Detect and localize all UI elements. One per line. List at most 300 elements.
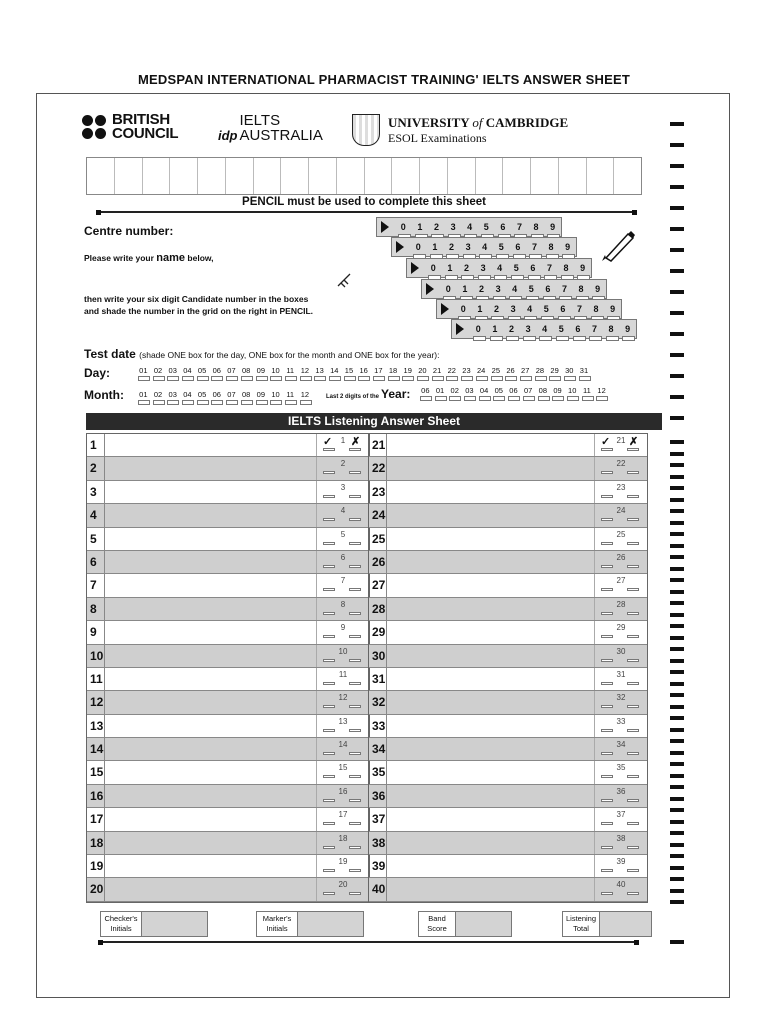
day-option[interactable]: 24 xyxy=(474,366,489,375)
year-option[interactable]: 09 xyxy=(550,386,565,395)
month-option[interactable]: 11 xyxy=(283,390,298,399)
incorrect-box[interactable] xyxy=(349,846,361,849)
digit-option[interactable]: 9 xyxy=(589,284,606,294)
band-score-box[interactable] xyxy=(418,911,512,937)
year-option[interactable]: 03 xyxy=(462,386,477,395)
day-option[interactable]: 08 xyxy=(239,366,254,375)
candidate-instruction: then write your six digit Candidate number in the boxes and shade the number in the grid on the right in PENCIL. xyxy=(84,294,314,316)
year-option[interactable]: 07 xyxy=(521,386,536,395)
digit-option[interactable]: 7 xyxy=(526,242,543,252)
digit-option[interactable]: 8 xyxy=(528,222,545,232)
answer-row xyxy=(87,668,369,691)
correct-box[interactable] xyxy=(323,869,335,872)
month-option[interactable]: 01 xyxy=(136,390,151,399)
correct-box[interactable] xyxy=(323,635,335,638)
year-option[interactable]: 12 xyxy=(594,386,609,395)
name-letter-box[interactable] xyxy=(587,158,615,194)
incorrect-box[interactable] xyxy=(627,448,639,451)
incorrect-box[interactable] xyxy=(627,705,639,708)
year-option[interactable]: 06 xyxy=(506,386,521,395)
month-option[interactable]: 07 xyxy=(224,390,239,399)
digit-option[interactable]: 4 xyxy=(476,242,493,252)
digit-option[interactable]: 0 xyxy=(470,324,487,334)
digit-option[interactable]: 3 xyxy=(445,222,462,232)
answer-field[interactable] xyxy=(105,504,317,526)
day-option[interactable]: 16 xyxy=(356,366,371,375)
year-option[interactable]: 08 xyxy=(536,386,551,395)
digit-option[interactable]: 0 xyxy=(410,242,427,252)
timing-mark xyxy=(670,774,684,778)
digit-option[interactable]: 2 xyxy=(473,284,490,294)
year-option[interactable]: 01 xyxy=(433,386,448,395)
marker-boxes xyxy=(595,621,647,643)
digit-option[interactable]: 8 xyxy=(558,263,575,273)
incorrect-box[interactable] xyxy=(627,846,639,849)
digit-option[interactable]: 7 xyxy=(571,304,588,314)
answer-field[interactable] xyxy=(387,761,595,783)
correct-box[interactable] xyxy=(601,448,613,451)
listening-total-box[interactable] xyxy=(562,911,652,937)
incorrect-box[interactable] xyxy=(349,682,361,685)
incorrect-box[interactable] xyxy=(349,752,361,755)
correct-box[interactable] xyxy=(601,892,613,895)
answer-field[interactable] xyxy=(105,761,317,783)
digit-option[interactable]: 0 xyxy=(455,304,472,314)
answer-field[interactable] xyxy=(387,574,595,596)
year-options[interactable] xyxy=(418,386,609,395)
correct-box[interactable] xyxy=(601,588,613,591)
month-option[interactable]: 04 xyxy=(180,390,195,399)
checkers-initials-field[interactable] xyxy=(142,911,208,937)
incorrect-box[interactable] xyxy=(627,659,639,662)
incorrect-box[interactable] xyxy=(627,892,639,895)
digit-option[interactable]: 1 xyxy=(472,304,489,314)
timing-mark xyxy=(670,728,684,732)
answer-field[interactable] xyxy=(105,808,317,830)
correct-box[interactable] xyxy=(601,659,613,662)
incorrect-box[interactable] xyxy=(349,729,361,732)
name-letter-box[interactable] xyxy=(309,158,337,194)
day-option[interactable]: 04 xyxy=(180,366,195,375)
day-option[interactable]: 02 xyxy=(151,366,166,375)
digit-option[interactable]: 8 xyxy=(603,324,620,334)
answer-field[interactable] xyxy=(105,551,317,573)
answer-field[interactable] xyxy=(105,434,317,456)
correct-box[interactable] xyxy=(323,495,335,498)
answer-field[interactable] xyxy=(387,598,595,620)
answer-field[interactable] xyxy=(387,528,595,550)
incorrect-box[interactable] xyxy=(627,495,639,498)
name-letter-box[interactable] xyxy=(337,158,365,194)
answer-field[interactable] xyxy=(105,785,317,807)
month-option[interactable]: 08 xyxy=(239,390,254,399)
timing-mark xyxy=(670,206,684,210)
answer-field[interactable] xyxy=(105,645,317,667)
day-option[interactable]: 20 xyxy=(415,366,430,375)
day-options[interactable] xyxy=(136,366,591,375)
correct-box[interactable] xyxy=(601,846,613,849)
answer-field[interactable] xyxy=(387,621,595,643)
answer-field[interactable] xyxy=(387,645,595,667)
incorrect-box[interactable] xyxy=(627,682,639,685)
incorrect-box[interactable] xyxy=(627,518,639,521)
name-letter-box[interactable] xyxy=(503,158,531,194)
correct-box[interactable] xyxy=(323,542,335,545)
answer-field[interactable] xyxy=(105,574,317,596)
correct-box[interactable] xyxy=(601,471,613,474)
checkers-initials-box[interactable] xyxy=(100,911,208,937)
answer-field[interactable] xyxy=(105,621,317,643)
answer-number: 33 xyxy=(369,715,387,737)
answer-row xyxy=(369,504,647,527)
answer-field[interactable] xyxy=(105,832,317,854)
month-option[interactable]: 06 xyxy=(209,390,224,399)
day-option[interactable]: 12 xyxy=(298,366,313,375)
digit-option[interactable]: 5 xyxy=(553,324,570,334)
day-option[interactable]: 15 xyxy=(342,366,357,375)
day-option[interactable]: 09 xyxy=(254,366,269,375)
digit-option[interactable]: 8 xyxy=(573,284,590,294)
digit-option[interactable]: 1 xyxy=(412,222,429,232)
correct-box[interactable] xyxy=(323,799,335,802)
digit-option[interactable]: 4 xyxy=(461,222,478,232)
name-letter-box[interactable] xyxy=(420,158,448,194)
digit-option[interactable]: 2 xyxy=(503,324,520,334)
correct-box[interactable] xyxy=(601,542,613,545)
month-option[interactable]: 09 xyxy=(254,390,269,399)
answer-field[interactable] xyxy=(105,855,317,877)
incorrect-box[interactable] xyxy=(349,588,361,591)
marker-number: 37 xyxy=(616,810,626,820)
correct-box[interactable] xyxy=(323,729,335,732)
month-option[interactable]: 12 xyxy=(298,390,313,399)
correct-box[interactable] xyxy=(323,565,335,568)
incorrect-box[interactable] xyxy=(627,565,639,568)
name-letter-box[interactable] xyxy=(254,158,282,194)
incorrect-box[interactable] xyxy=(627,612,639,615)
year-option[interactable]: 05 xyxy=(491,386,506,395)
answer-field[interactable] xyxy=(105,738,317,760)
incorrect-box[interactable] xyxy=(627,799,639,802)
correct-box[interactable] xyxy=(601,729,613,732)
day-option[interactable]: 07 xyxy=(224,366,239,375)
marker-number: 20 xyxy=(338,880,348,890)
correct-box[interactable] xyxy=(323,822,335,825)
correct-box[interactable] xyxy=(601,682,613,685)
digit-option[interactable]: 2 xyxy=(443,242,460,252)
day-option[interactable]: 14 xyxy=(327,366,342,375)
answer-field[interactable] xyxy=(387,855,595,877)
digit-option[interactable]: 5 xyxy=(538,304,555,314)
month-option[interactable]: 10 xyxy=(268,390,283,399)
markers-initials-field[interactable] xyxy=(298,911,364,937)
day-option[interactable]: 27 xyxy=(518,366,533,375)
name-letter-box[interactable] xyxy=(281,158,309,194)
incorrect-box[interactable] xyxy=(627,869,639,872)
month-options[interactable] xyxy=(136,390,312,399)
correct-box[interactable] xyxy=(601,518,613,521)
timing-mark xyxy=(670,739,684,743)
incorrect-box[interactable] xyxy=(627,471,639,474)
answer-field[interactable] xyxy=(105,481,317,503)
incorrect-box[interactable] xyxy=(349,635,361,638)
answer-row xyxy=(87,598,369,621)
timing-mark xyxy=(670,578,684,582)
digit-option[interactable]: 0 xyxy=(440,284,457,294)
correct-box[interactable] xyxy=(323,775,335,778)
digit-option[interactable]: 6 xyxy=(570,324,587,334)
incorrect-box[interactable] xyxy=(349,869,361,872)
name-letter-box[interactable] xyxy=(365,158,393,194)
day-option[interactable]: 23 xyxy=(459,366,474,375)
name-letter-box[interactable] xyxy=(448,158,476,194)
answer-column-left xyxy=(86,433,370,903)
digit-option[interactable]: 0 xyxy=(425,263,442,273)
incorrect-box[interactable] xyxy=(349,448,361,451)
incorrect-box[interactable] xyxy=(349,659,361,662)
correct-box[interactable] xyxy=(601,495,613,498)
digit-option[interactable]: 9 xyxy=(559,242,576,252)
timing-mark xyxy=(670,601,684,605)
digit-option[interactable]: 6 xyxy=(525,263,542,273)
day-option[interactable]: 28 xyxy=(533,366,548,375)
day-option[interactable]: 25 xyxy=(489,366,504,375)
day-option[interactable]: 18 xyxy=(386,366,401,375)
answer-field[interactable] xyxy=(387,457,595,479)
name-letter-box[interactable] xyxy=(87,158,115,194)
answer-row xyxy=(369,785,647,808)
incorrect-box[interactable] xyxy=(349,518,361,521)
day-option[interactable]: 22 xyxy=(444,366,459,375)
day-option[interactable]: 03 xyxy=(165,366,180,375)
answer-number: 37 xyxy=(369,808,387,830)
digit-option[interactable]: 3 xyxy=(520,324,537,334)
digit-option[interactable]: 2 xyxy=(458,263,475,273)
digit-option[interactable]: 5 xyxy=(523,284,540,294)
correct-box[interactable] xyxy=(323,752,335,755)
answer-field[interactable] xyxy=(387,668,595,690)
answer-field[interactable] xyxy=(105,598,317,620)
digit-option[interactable]: 5 xyxy=(508,263,525,273)
year-option[interactable]: 10 xyxy=(565,386,580,395)
markers-initials-box[interactable] xyxy=(256,911,364,937)
correct-box[interactable] xyxy=(323,682,335,685)
digit-option[interactable]: 7 xyxy=(511,222,528,232)
incorrect-box[interactable] xyxy=(349,471,361,474)
timing-mark xyxy=(670,475,684,479)
year-option[interactable]: 04 xyxy=(477,386,492,395)
name-letter-box[interactable] xyxy=(115,158,143,194)
timing-mark xyxy=(670,452,684,456)
incorrect-box[interactable] xyxy=(349,542,361,545)
day-option[interactable]: 21 xyxy=(430,366,445,375)
day-option[interactable]: 13 xyxy=(312,366,327,375)
cambridge-shield-icon xyxy=(352,114,380,146)
day-option[interactable]: 26 xyxy=(503,366,518,375)
digit-option[interactable]: 2 xyxy=(428,222,445,232)
marker-boxes xyxy=(595,832,647,854)
correct-box[interactable] xyxy=(601,565,613,568)
name-letter-box[interactable] xyxy=(559,158,587,194)
digit-option[interactable]: 9 xyxy=(604,304,621,314)
name-letter-box[interactable] xyxy=(198,158,226,194)
answer-row xyxy=(87,785,369,808)
correct-box[interactable] xyxy=(601,799,613,802)
correct-box[interactable] xyxy=(323,846,335,849)
digit-option[interactable]: 9 xyxy=(574,263,591,273)
candidate-name-boxes[interactable] xyxy=(86,157,642,195)
digit-option[interactable]: 7 xyxy=(556,284,573,294)
name-letter-box[interactable] xyxy=(531,158,559,194)
answer-field[interactable] xyxy=(387,691,595,713)
name-letter-box[interactable] xyxy=(614,158,641,194)
digit-option[interactable]: 4 xyxy=(521,304,538,314)
day-option[interactable]: 11 xyxy=(283,366,298,375)
month-option[interactable]: 03 xyxy=(165,390,180,399)
name-letter-box[interactable] xyxy=(476,158,504,194)
correct-box[interactable] xyxy=(323,705,335,708)
correct-box[interactable] xyxy=(601,822,613,825)
digit-option[interactable]: 3 xyxy=(505,304,522,314)
incorrect-box[interactable] xyxy=(627,752,639,755)
answer-field[interactable] xyxy=(105,668,317,690)
name-letter-box[interactable] xyxy=(170,158,198,194)
digit-option[interactable]: 4 xyxy=(536,324,553,334)
answer-field[interactable] xyxy=(387,481,595,503)
correct-box[interactable] xyxy=(601,775,613,778)
digit-option[interactable]: 6 xyxy=(510,242,527,252)
incorrect-box[interactable] xyxy=(349,775,361,778)
answer-row xyxy=(369,434,647,457)
marker-number: 11 xyxy=(338,669,348,679)
incorrect-box[interactable] xyxy=(349,495,361,498)
name-letter-box[interactable] xyxy=(143,158,171,194)
day-option[interactable]: 19 xyxy=(400,366,415,375)
digit-option[interactable]: 1 xyxy=(442,263,459,273)
answer-field[interactable] xyxy=(387,715,595,737)
answer-field[interactable] xyxy=(105,691,317,713)
answer-number: 5 xyxy=(87,528,105,550)
day-option[interactable]: 05 xyxy=(195,366,210,375)
day-option[interactable]: 06 xyxy=(209,366,224,375)
digit-option[interactable]: 8 xyxy=(543,242,560,252)
day-option[interactable]: 30 xyxy=(562,366,577,375)
year-option[interactable]: 06 xyxy=(418,386,433,395)
correct-box[interactable] xyxy=(601,635,613,638)
correct-box[interactable] xyxy=(323,612,335,615)
answer-field[interactable] xyxy=(387,878,595,900)
incorrect-box[interactable] xyxy=(627,635,639,638)
digit-option[interactable]: 1 xyxy=(427,242,444,252)
name-letter-box[interactable] xyxy=(392,158,420,194)
day-option[interactable]: 10 xyxy=(268,366,283,375)
correct-box[interactable] xyxy=(601,869,613,872)
marker-number: 1 xyxy=(340,436,346,445)
band-score-field[interactable] xyxy=(456,911,512,937)
digit-option[interactable]: 3 xyxy=(475,263,492,273)
digit-option[interactable]: 9 xyxy=(544,222,561,232)
digit-option[interactable]: 9 xyxy=(619,324,636,334)
correct-box[interactable] xyxy=(323,892,335,895)
digit-option[interactable]: 6 xyxy=(495,222,512,232)
correct-box[interactable] xyxy=(323,448,335,451)
timing-mark xyxy=(670,185,684,189)
digit-option[interactable]: 1 xyxy=(457,284,474,294)
correct-box[interactable] xyxy=(601,705,613,708)
marker-boxes xyxy=(317,434,369,456)
listening-total-field[interactable] xyxy=(600,911,652,937)
digit-option[interactable]: 4 xyxy=(491,263,508,273)
day-option[interactable]: 29 xyxy=(547,366,562,375)
incorrect-box[interactable] xyxy=(627,775,639,778)
incorrect-box[interactable] xyxy=(349,799,361,802)
incorrect-box[interactable] xyxy=(349,705,361,708)
marker-boxes xyxy=(317,738,369,760)
correct-box[interactable] xyxy=(323,518,335,521)
correct-box[interactable] xyxy=(323,588,335,591)
correct-box[interactable] xyxy=(601,752,613,755)
correct-box[interactable] xyxy=(601,612,613,615)
name-letter-box[interactable] xyxy=(226,158,254,194)
correct-box[interactable] xyxy=(323,471,335,474)
digit-option[interactable]: 2 xyxy=(488,304,505,314)
digit-option[interactable]: 1 xyxy=(487,324,504,334)
month-option[interactable]: 05 xyxy=(195,390,210,399)
digit-option[interactable]: 5 xyxy=(478,222,495,232)
incorrect-box[interactable] xyxy=(627,588,639,591)
answer-field[interactable] xyxy=(105,457,317,479)
answer-field[interactable] xyxy=(387,738,595,760)
answer-field[interactable] xyxy=(387,434,595,456)
year-option[interactable]: 02 xyxy=(447,386,462,395)
answer-field[interactable] xyxy=(105,878,317,900)
day-option[interactable]: 01 xyxy=(136,366,151,375)
correct-box[interactable] xyxy=(323,659,335,662)
incorrect-box[interactable] xyxy=(627,729,639,732)
incorrect-box[interactable] xyxy=(349,892,361,895)
answer-field[interactable] xyxy=(105,528,317,550)
answer-field[interactable] xyxy=(105,715,317,737)
answer-field[interactable] xyxy=(387,551,595,573)
incorrect-box[interactable] xyxy=(627,542,639,545)
digit-option[interactable]: 7 xyxy=(586,324,603,334)
day-option[interactable]: 31 xyxy=(577,366,592,375)
answer-field[interactable] xyxy=(387,808,595,830)
answer-row xyxy=(87,832,369,855)
digit-option[interactable]: 0 xyxy=(395,222,412,232)
answer-number: 11 xyxy=(87,668,105,690)
incorrect-box[interactable] xyxy=(627,822,639,825)
incorrect-box[interactable] xyxy=(349,612,361,615)
incorrect-box[interactable] xyxy=(349,822,361,825)
answer-field[interactable] xyxy=(387,504,595,526)
answer-field[interactable] xyxy=(387,832,595,854)
day-option[interactable]: 17 xyxy=(371,366,386,375)
digit-option[interactable]: 8 xyxy=(588,304,605,314)
answer-field[interactable] xyxy=(387,785,595,807)
digit-option[interactable]: 3 xyxy=(490,284,507,294)
digit-option[interactable]: 6 xyxy=(555,304,572,314)
month-option[interactable]: 02 xyxy=(151,390,166,399)
digit-option[interactable]: 5 xyxy=(493,242,510,252)
year-option[interactable]: 11 xyxy=(580,386,595,395)
digit-option[interactable]: 7 xyxy=(541,263,558,273)
incorrect-box[interactable] xyxy=(349,565,361,568)
digit-option[interactable]: 6 xyxy=(540,284,557,294)
digit-option[interactable]: 4 xyxy=(506,284,523,294)
digit-option[interactable]: 3 xyxy=(460,242,477,252)
answer-row xyxy=(369,598,647,621)
